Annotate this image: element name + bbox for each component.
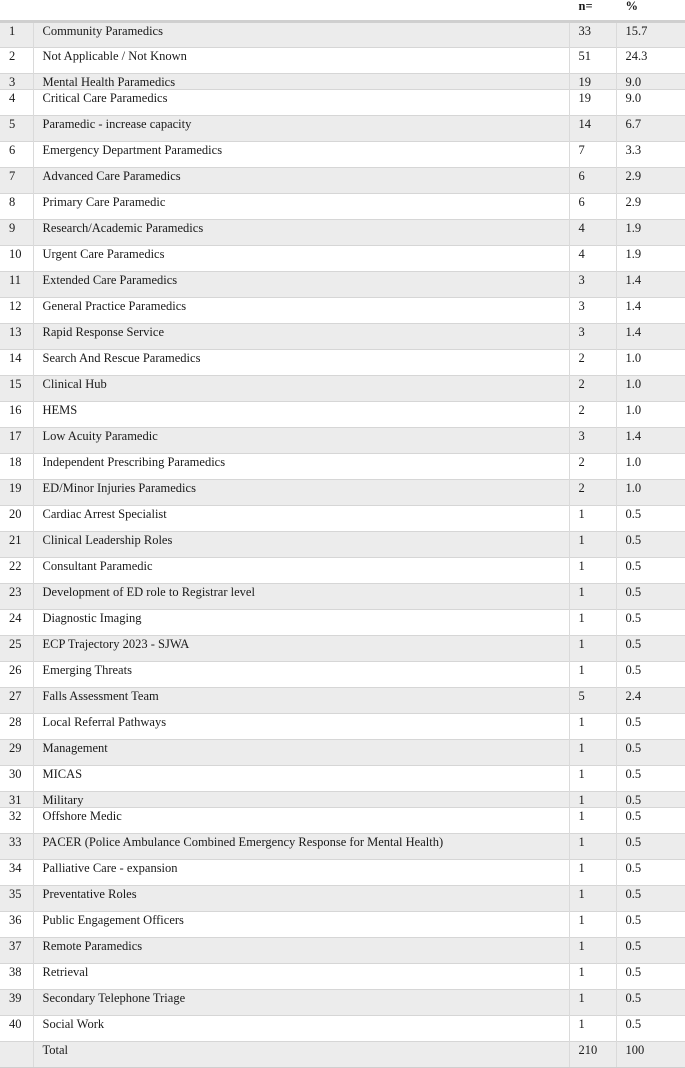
cell-num: 35 — [0, 886, 33, 912]
cell-role: ED/Minor Injuries Paramedics — [33, 480, 569, 506]
cell-num: 14 — [9, 351, 22, 365]
cell-n: 1 — [569, 860, 616, 886]
cell-role: HEMS — [33, 402, 569, 428]
cell-role: Search And Rescue Paramedics — [33, 350, 569, 376]
cell-num: 31 — [0, 792, 33, 808]
table-row — [0, 168, 685, 194]
cell-num: 40 — [9, 1017, 22, 1031]
table-row — [0, 688, 685, 714]
cell-role: Primary Care Paramedic — [33, 194, 569, 220]
table-row — [0, 402, 685, 428]
table-row — [0, 480, 685, 506]
header-n: n= — [569, 0, 616, 22]
total-percent: 100 — [616, 1042, 685, 1068]
cell-n: 3 — [569, 324, 616, 350]
cell-percent: 3.3 — [616, 142, 685, 168]
cell-num: 6 — [9, 143, 16, 157]
table-row — [0, 90, 685, 116]
cell-n: 1 — [569, 532, 616, 558]
cell-n: 6 — [569, 194, 616, 220]
header-num — [0, 0, 33, 22]
cell-num: 18 — [9, 455, 22, 469]
table-row — [0, 740, 685, 766]
cell-n: 1 — [569, 1016, 616, 1042]
cell-role: ECP Trajectory 2023 - SJWA — [33, 636, 569, 662]
cell-n: 1 — [569, 766, 616, 792]
cell-role: Offshore Medic — [33, 808, 569, 834]
table-row — [0, 990, 685, 1016]
cell-n: 4 — [569, 220, 616, 246]
total-num — [0, 1042, 33, 1068]
cell-num: 28 — [9, 715, 22, 729]
cell-n: 1 — [569, 912, 616, 938]
table-row — [0, 350, 685, 376]
cell-n: 6 — [569, 168, 616, 194]
cell-role: General Practice Paramedics — [33, 298, 569, 324]
cell-num: 33 — [0, 834, 33, 860]
cell-num: 3 — [0, 74, 33, 90]
table-row — [0, 584, 685, 610]
cell-n: 3 — [569, 298, 616, 324]
cell-role: Advanced Care Paramedics — [33, 168, 569, 194]
total-row — [0, 1042, 685, 1068]
cell-num: 21 — [0, 532, 33, 558]
cell-role: Social Work — [33, 1016, 569, 1042]
table-row — [0, 610, 685, 636]
cell-n: 1 — [569, 886, 616, 912]
cell-num: 8 — [9, 195, 16, 209]
cell-percent: 1.0 — [616, 402, 685, 428]
cell-n: 1 — [569, 714, 616, 740]
cell-percent: 1.9 — [616, 246, 685, 272]
cell-role: Emerging Threats — [33, 662, 569, 688]
table-row — [0, 506, 685, 532]
cell-percent: 0.5 — [616, 808, 685, 834]
table-row — [0, 1016, 685, 1042]
table-row — [0, 636, 685, 662]
cell-n: 1 — [569, 990, 616, 1016]
cell-role: Preventative Roles — [33, 886, 569, 912]
cell-role: Extended Care Paramedics — [33, 272, 569, 298]
cell-role: Local Referral Pathways — [33, 714, 569, 740]
cell-percent: 0.5 — [616, 610, 685, 636]
cell-n: 1 — [569, 558, 616, 584]
table-row — [0, 714, 685, 740]
cell-percent: 1.0 — [616, 376, 685, 402]
cell-role: Management — [33, 740, 569, 766]
cell-percent: 0.5 — [616, 714, 685, 740]
table-row — [0, 938, 685, 964]
cell-percent: 6.7 — [616, 116, 685, 142]
cell-n: 7 — [569, 142, 616, 168]
cell-num: 12 — [9, 299, 22, 313]
cell-role: Low Acuity Paramedic — [33, 428, 569, 454]
cell-num: 1 — [0, 22, 33, 48]
cell-role: MICAS — [33, 766, 569, 792]
cell-n: 1 — [569, 938, 616, 964]
table-row — [0, 808, 685, 834]
cell-percent: 24.3 — [616, 48, 685, 74]
cell-role: Mental Health Paramedics — [33, 74, 569, 90]
cell-percent: 15.7 — [616, 22, 685, 48]
cell-percent: 0.5 — [616, 506, 685, 532]
cell-percent: 9.0 — [616, 74, 685, 90]
header-role — [33, 0, 569, 22]
cell-num: 9 — [0, 220, 33, 246]
cell-num: 22 — [9, 559, 22, 573]
cell-num: 29 — [0, 740, 33, 766]
cell-percent: 1.4 — [616, 298, 685, 324]
table-row — [0, 964, 685, 990]
cell-n: 14 — [569, 116, 616, 142]
table-row — [0, 912, 685, 938]
cell-role: Independent Prescribing Paramedics — [33, 454, 569, 480]
cell-role: Palliative Care - expansion — [33, 860, 569, 886]
cell-num: 19 — [0, 480, 33, 506]
table-row — [0, 532, 685, 558]
cell-num: 20 — [9, 507, 22, 521]
cell-num: 23 — [0, 584, 33, 610]
table-header — [0, 0, 685, 22]
cell-role: Public Engagement Officers — [33, 912, 569, 938]
cell-n: 51 — [569, 48, 616, 74]
table-row — [0, 376, 685, 402]
cell-n: 2 — [569, 350, 616, 376]
cell-percent: 1.4 — [616, 272, 685, 298]
table-row — [0, 860, 685, 886]
cell-role: Falls Assessment Team — [33, 688, 569, 714]
table-row — [0, 142, 685, 168]
cell-n: 19 — [569, 74, 616, 90]
table-row — [0, 834, 685, 860]
cell-n: 2 — [569, 376, 616, 402]
cell-n: 1 — [569, 584, 616, 610]
cell-num: 34 — [9, 861, 22, 875]
cell-n: 2 — [569, 480, 616, 506]
cell-role: Military — [33, 792, 569, 808]
cell-role: Consultant Paramedic — [33, 558, 569, 584]
cell-n: 4 — [569, 246, 616, 272]
header-percent: % — [616, 0, 685, 22]
cell-percent: 0.5 — [616, 1016, 685, 1042]
cell-percent: 0.5 — [616, 990, 685, 1016]
cell-percent: 0.5 — [616, 886, 685, 912]
cell-n: 3 — [569, 428, 616, 454]
cell-percent: 0.5 — [616, 532, 685, 558]
table-row — [0, 194, 685, 220]
table-row — [0, 558, 685, 584]
cell-num: 39 — [0, 990, 33, 1016]
cell-n: 33 — [569, 22, 616, 48]
cell-num: 37 — [0, 938, 33, 964]
cell-num: 36 — [9, 913, 22, 927]
cell-percent: 1.4 — [616, 428, 685, 454]
cell-percent: 0.5 — [616, 792, 685, 808]
cell-n: 2 — [569, 454, 616, 480]
cell-num: 7 — [0, 168, 33, 194]
cell-role: Clinical Leadership Roles — [33, 532, 569, 558]
cell-n: 1 — [569, 636, 616, 662]
table-row — [0, 454, 685, 480]
cell-n: 3 — [569, 272, 616, 298]
cell-role: Community Paramedics — [33, 22, 569, 48]
table-row — [0, 662, 685, 688]
cell-num: 26 — [9, 663, 22, 677]
cell-role: Research/Academic Paramedics — [33, 220, 569, 246]
table-row — [0, 886, 685, 912]
cell-n: 1 — [569, 506, 616, 532]
cell-percent: 0.5 — [616, 860, 685, 886]
cell-num: 5 — [0, 116, 33, 142]
cell-n: 1 — [569, 740, 616, 766]
cell-percent: 0.5 — [616, 740, 685, 766]
cell-percent: 0.5 — [616, 834, 685, 860]
cell-num: 32 — [9, 809, 22, 823]
table-body — [0, 22, 685, 1068]
cell-role: Remote Paramedics — [33, 938, 569, 964]
cell-role: Emergency Department Paramedics — [33, 142, 569, 168]
cell-percent: 1.0 — [616, 350, 685, 376]
cell-role: Cardiac Arrest Specialist — [33, 506, 569, 532]
cell-num: 2 — [9, 49, 16, 63]
cell-n: 19 — [569, 90, 616, 116]
cell-n: 2 — [569, 402, 616, 428]
cell-role: Clinical Hub — [33, 376, 569, 402]
cell-num: 13 — [0, 324, 33, 350]
cell-percent: 0.5 — [616, 558, 685, 584]
cell-role: PACER (Police Ambulance Combined Emergency Response for Mental Health) — [33, 834, 569, 860]
cell-num: 11 — [0, 272, 33, 298]
cell-percent: 2.4 — [616, 688, 685, 714]
total-n: 210 — [569, 1042, 616, 1068]
cell-num: 30 — [9, 767, 22, 781]
cell-num: 17 — [0, 428, 33, 454]
cell-percent: 1.0 — [616, 454, 685, 480]
cell-n: 5 — [569, 688, 616, 714]
cell-role: Paramedic - increase capacity — [33, 116, 569, 142]
cell-n: 1 — [569, 834, 616, 860]
cell-n: 1 — [569, 808, 616, 834]
table-row — [0, 116, 685, 142]
cell-num: 25 — [0, 636, 33, 662]
cell-percent: 0.5 — [616, 964, 685, 990]
cell-percent: 1.4 — [616, 324, 685, 350]
cell-percent: 1.9 — [616, 220, 685, 246]
cell-n: 1 — [569, 610, 616, 636]
cell-percent: 0.5 — [616, 584, 685, 610]
cell-percent: 9.0 — [616, 90, 685, 116]
cell-n: 1 — [569, 964, 616, 990]
table-row — [0, 48, 685, 74]
cell-percent: 1.0 — [616, 480, 685, 506]
cell-n: 1 — [569, 792, 616, 808]
cell-role: Secondary Telephone Triage — [33, 990, 569, 1016]
cell-role: Not Applicable / Not Known — [33, 48, 569, 74]
cell-percent: 0.5 — [616, 636, 685, 662]
cell-percent: 0.5 — [616, 938, 685, 964]
table-row — [0, 74, 685, 90]
cell-num: 10 — [9, 247, 22, 261]
cell-role: Critical Care Paramedics — [33, 90, 569, 116]
table-row — [0, 272, 685, 298]
cell-num: 4 — [9, 91, 16, 105]
cell-role: Urgent Care Paramedics — [33, 246, 569, 272]
cell-num: 16 — [9, 403, 22, 417]
cell-percent: 2.9 — [616, 194, 685, 220]
cell-role: Diagnostic Imaging — [33, 610, 569, 636]
header-row — [0, 0, 685, 22]
cell-n: 1 — [569, 662, 616, 688]
table-row — [0, 246, 685, 272]
cell-role: Retrieval — [33, 964, 569, 990]
cell-role: Rapid Response Service — [33, 324, 569, 350]
cell-percent: 0.5 — [616, 662, 685, 688]
cell-percent: 2.9 — [616, 168, 685, 194]
total-role: Total — [33, 1042, 569, 1068]
cell-percent: 0.5 — [616, 912, 685, 938]
table-row — [0, 792, 685, 808]
cell-num: 27 — [0, 688, 33, 714]
cell-role: Development of ED role to Registrar level — [33, 584, 569, 610]
cell-num: 38 — [9, 965, 22, 979]
table-row — [0, 766, 685, 792]
cell-num: 24 — [9, 611, 22, 625]
table-row — [0, 298, 685, 324]
table-row — [0, 220, 685, 246]
table-row — [0, 324, 685, 350]
table-row — [0, 22, 685, 48]
table-row — [0, 428, 685, 454]
cell-percent: 0.5 — [616, 766, 685, 792]
cell-num: 15 — [0, 376, 33, 402]
